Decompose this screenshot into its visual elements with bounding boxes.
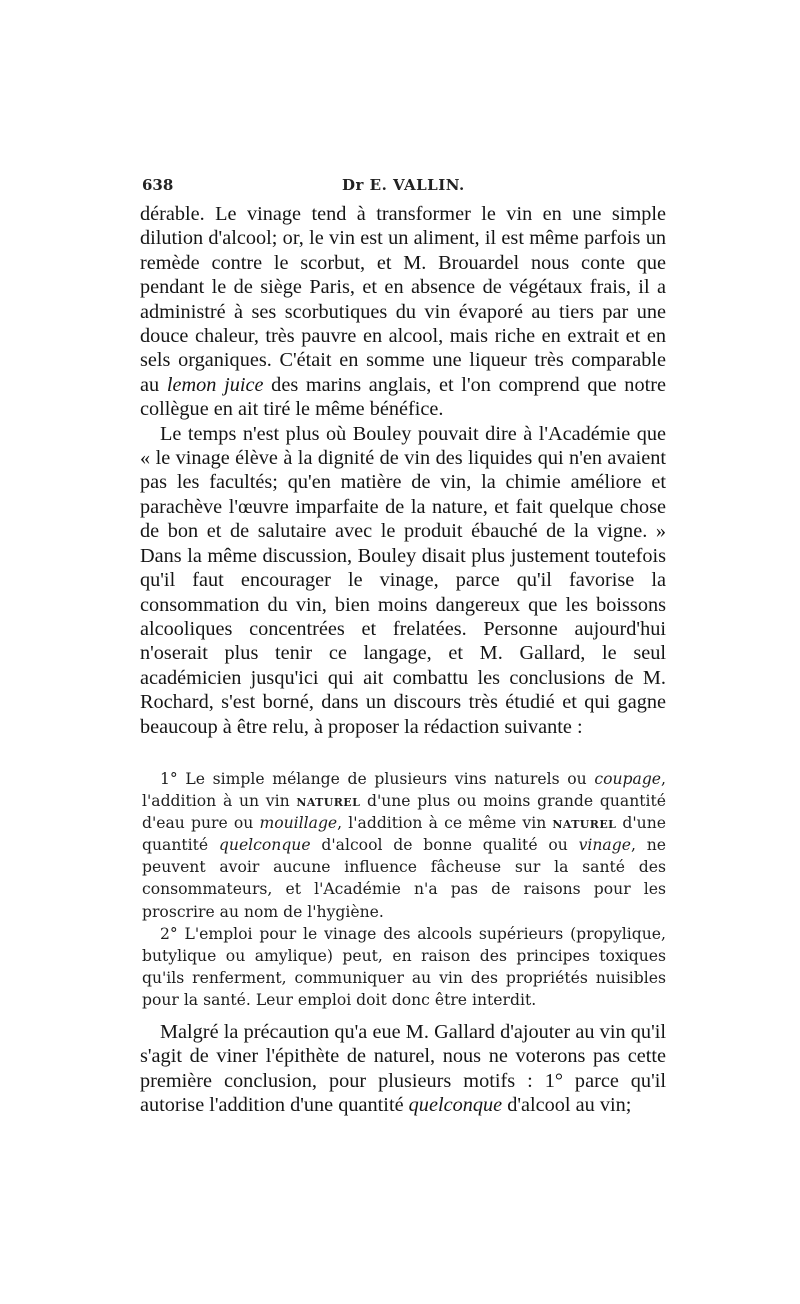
page-number: 638 — [142, 176, 174, 194]
smallcaps-naturel-2: naturel — [552, 813, 617, 833]
page-header — [142, 176, 664, 198]
main-text-bottom — [140, 1020, 666, 1118]
quote-1-text-b: , l'addition à un vin — [142, 770, 666, 811]
paragraph-1-text-a: dérable. Le vinage tend à transformer le vin en une simple dilution d'alcool; or, le vin est un aliment, il est même parfois un remède contre le scorbut, et M. Brouardel nous conte que pendant le de siège Paris, et en absence de végétaux frais, il a administré à ses scorbutiques du vin évaporé au tiers par une douce chaleur, très pauvre en alcool, mais riche en extrait et en sels organiques. C'était en somme une liqueur très comparable au — [140, 203, 666, 396]
smallcaps-naturel-1: naturel — [296, 791, 361, 811]
emphasis-quelconque-1: quelconque — [218, 836, 311, 855]
emphasis-lemon-juice: lemon juice — [166, 373, 264, 396]
quote-1-text-c: d'une plus ou moins grande quantité d'eau pure ou — [142, 792, 666, 833]
quote-1-text-g: , ne peuvent avoir aucune influence fâcheuse sur la santé des consommateurs, et l'Académie n'a pas de raisons pour les proscrire au nom de l'hygiène. — [142, 836, 666, 921]
emphasis-quelconque-2: quelconque — [408, 1094, 503, 1117]
paragraph-1-text-b: des marins anglais, et l'on comprend que notre collègue en ait tiré le même bénéfice. — [140, 373, 666, 421]
paragraph-2: Le temps n'est plus où Bouley pouvait dire à l'Académie que « le vinage élève à la dignité de vin des liquides qui n'en avaient pas les facultés; qu'en matière de vin, la chimie améliore et parachève l'œuvre imparfaite de la nature, et fait quelque chose de bon et de salutaire avec le produit ébauché de la vigne. » Dans la même discussion, Bouley disait plus justement toutefois qu'il faut encourager le vinage, parce qu'il favorise la consommation du vin, bien moins dangereux que les boissons alcooliques concentrées et frelatées. Personne aujourd'hui n'oserait plus tenir ce langage, et M. Gallard, le seul académicien jusqu'ici qui ait combattu les conclusions de M. Rochard, s'est borné, dans un discours très étudié et qui gagne beaucoup à être relu, à proposer la rédaction suivante : — [140, 422, 666, 738]
emphasis-coupage: coupage — [594, 770, 662, 788]
paragraph-1 — [140, 202, 666, 422]
paragraph-3-text-a: Malgré la précaution qu'a eue M. Gallard d'ajouter au vin qu'il s'agit de viner l'épithète de naturel, nous ne voterons pas cette première conclusion, pour plusieurs motifs : 1° parce qu'il autorise l'addition d'une quantité — [140, 1021, 666, 1117]
quote-1-text-f: d'alcool de bonne qualité ou — [310, 836, 579, 855]
emphasis-mouillage: mouillage — [259, 814, 338, 833]
quote-1-text-d: , l'addition à ce même vin — [337, 814, 553, 833]
main-text-top — [140, 202, 666, 739]
emphasis-vinage: vinage — [578, 836, 631, 855]
quote-item-2: 2° L'emploi pour le vinage des alcools supérieurs (propylique, butylique ou amylique) peut, en raison des principes toxiques qu'ils renferment, communiquer au vin des propriétés nuisibles pour la santé. Leur emploi doit donc être interdit. — [142, 924, 666, 1009]
quote-1-text-a: 1° Le simple mélange de plusieurs vins naturels ou — [160, 770, 595, 788]
paragraph-3-text-b: d'alcool au vin; — [502, 1094, 632, 1117]
running-head: Dr E. VALLIN. — [342, 176, 465, 194]
quote-1-text-e: d'une quantité — [142, 814, 666, 855]
paragraph-3 — [140, 1020, 666, 1118]
quote-item-1 — [142, 768, 666, 923]
quoted-resolution — [142, 768, 666, 1011]
